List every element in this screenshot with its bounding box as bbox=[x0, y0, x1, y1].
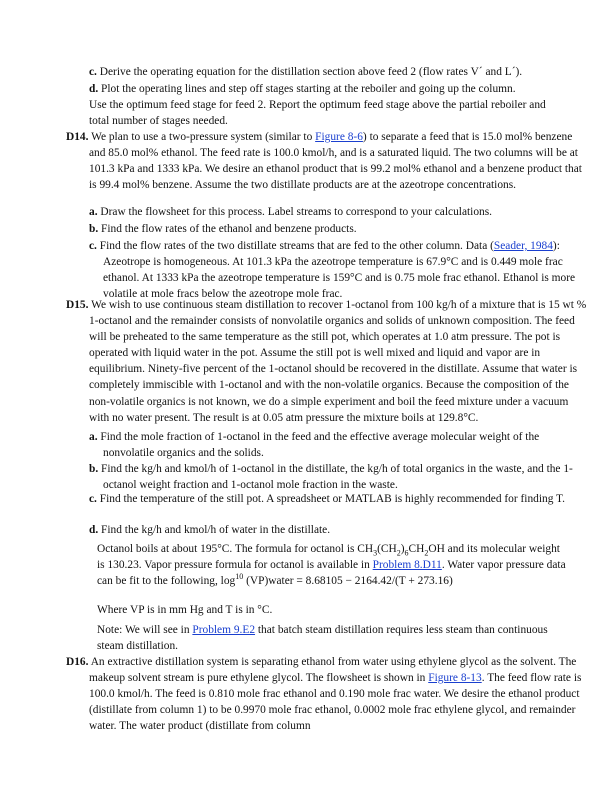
d15-part-c: c. Find the temperature of the still pot. A spreadsheet or MATLAB is highly recommended for finding T. bbox=[89, 493, 566, 505]
problem-d14: D14. We plan to use a two-pressure system (similar to Figure 8-6) to separate a feed that is 15.0 mol% benzene and 85.0 mol% ethanol. The feed rate is 100.0 kmol/h, and is a saturated liquid. The two columns will be at 101.3 kPa and 1333 kPa. We desire an ethanol product that is 99.2 mol% ethanol and a benzene product that is 99.4 mol% benzene. Assume the two distillate products are at the azeotrope concentrations. bbox=[66, 131, 582, 192]
problem-number: D16. bbox=[66, 656, 89, 668]
figure-8-13-link[interactable]: Figure 8-13 bbox=[428, 672, 482, 685]
units-note: Where VP is in mm Hg and T is in °C. bbox=[97, 604, 273, 616]
d13-tail-paragraph: Use the optimum feed stage for feed 2. Report the optimum feed stage above the partial reboiler and total number of stages needed. bbox=[89, 99, 546, 128]
d14-part-c: c. Find the flow rates of the two distillate streams that are fed to the other column. Data (Seader, 1984): Azeotrope is homogeneous. At 101.3 kPa the azeotrope temperature is 67.9°C and is 0.449 mole frac ethanol. At 1333 kPa the azeotrope temperature is 159°C and is 0.75 mole frac ethanol. Ethanol is more volatile at mole fracs below the azeotrope mole frac. bbox=[89, 240, 576, 301]
problem-8-d11-link[interactable]: Problem 8.D11 bbox=[372, 559, 442, 572]
d13-part-d: d. Plot the operating lines and step off stages starting at the reboiler and going up the column. bbox=[89, 83, 516, 95]
d14-part-b: b. Find the flow rates of the ethanol and benzene products. bbox=[89, 223, 357, 235]
problem-9-e2-link[interactable]: Problem 9.E2 bbox=[192, 624, 256, 636]
problem-number: D14. bbox=[66, 131, 89, 143]
d14-part-a: a. Draw the flowsheet for this process. Label streams to correspond to your calculations. bbox=[89, 206, 493, 218]
d15-part-a: a. Find the mole fraction of 1-octanol in the feed and the effective average molecular weight of the nonvolatile organics and the solids. bbox=[89, 431, 540, 460]
d15-part-d: d. Find the kg/h and kmol/h of water in the distillate. bbox=[89, 524, 331, 536]
d13-part-c: c. Derive the operating equation for the distillation section above feed 2 (flow rates V´ and L´). bbox=[89, 66, 523, 78]
problem-d15: D15. We wish to use continuous steam distillation to recover 1-octanol from 100 kg/h of a mixture that is 15 wt % 1-octanol and the remainder consists of nonvolatile organics and solids of unknown composition. The feed will be preheated to the same temperature as the still pot, which operates at 1.0 atm pressure. The pot is operated with liquid water in the pot. Assume the still pot is well mixed and liquid and vapor are in equilibrium. Ninety-five percent of the 1-octanol should be recovered in the distillate. Assume that water is completely immiscible with 1-octanol and with the non-volatile organics. Because the composition of the non-volatile organics is not known, we do a simple experiment and boil the feed mixture under a vacuum with no water present. The result is at 0.05 atm pressure the mixture boils at 129.8°C. bbox=[66, 299, 587, 424]
figure-8-6-link[interactable]: Figure 8-6 bbox=[315, 131, 363, 143]
octanol-data-paragraph: Octanol boils at about 195°C. The formula for octanol is $CH_3(CH_2)_6CH_2OH$ and its molecular weight is 130.23. Vapor pressure formula for octanol is available in Problem 8.D11. Water vapor pressure data can be fit to the following, $\log^{10}$ (VP)water = 8.68105 − 2164.42/(T + 273.16) bbox=[97, 543, 566, 588]
problem-d16: D16. An extractive distillation system is separating ethanol from water using ethylene glycol as the solvent. The makeup solvent stream is pure ethylene glycol. The flowsheet is shown in Figure 8-13. The feed flow rate is 100.0 kmol/h. The feed is 0.810 mole frac ethanol and 0.190 mole frac water. We desire the ethanol product (distillate from column 1) to be 0.9970 mole frac ethanol, 0.0002 mole frac ethylene glycol, and remainder water. The water product (distillate from column bbox=[66, 656, 582, 733]
seader-1984-link[interactable]: Seader, 1984 bbox=[493, 240, 553, 252]
d15-part-b: b. Find the kg/h and kmol/h of 1-octanol in the distillate, the kg/h of total organics in the waste, and the 1-octanol weight fraction and 1-octanol mole fraction in the waste. bbox=[89, 463, 573, 492]
problem-number: D15. bbox=[66, 299, 89, 311]
steam-distillation-note: Note: We will see in Problem 9.E2 that batch steam distillation requires less steam than continuous steam distillation. bbox=[97, 624, 548, 653]
